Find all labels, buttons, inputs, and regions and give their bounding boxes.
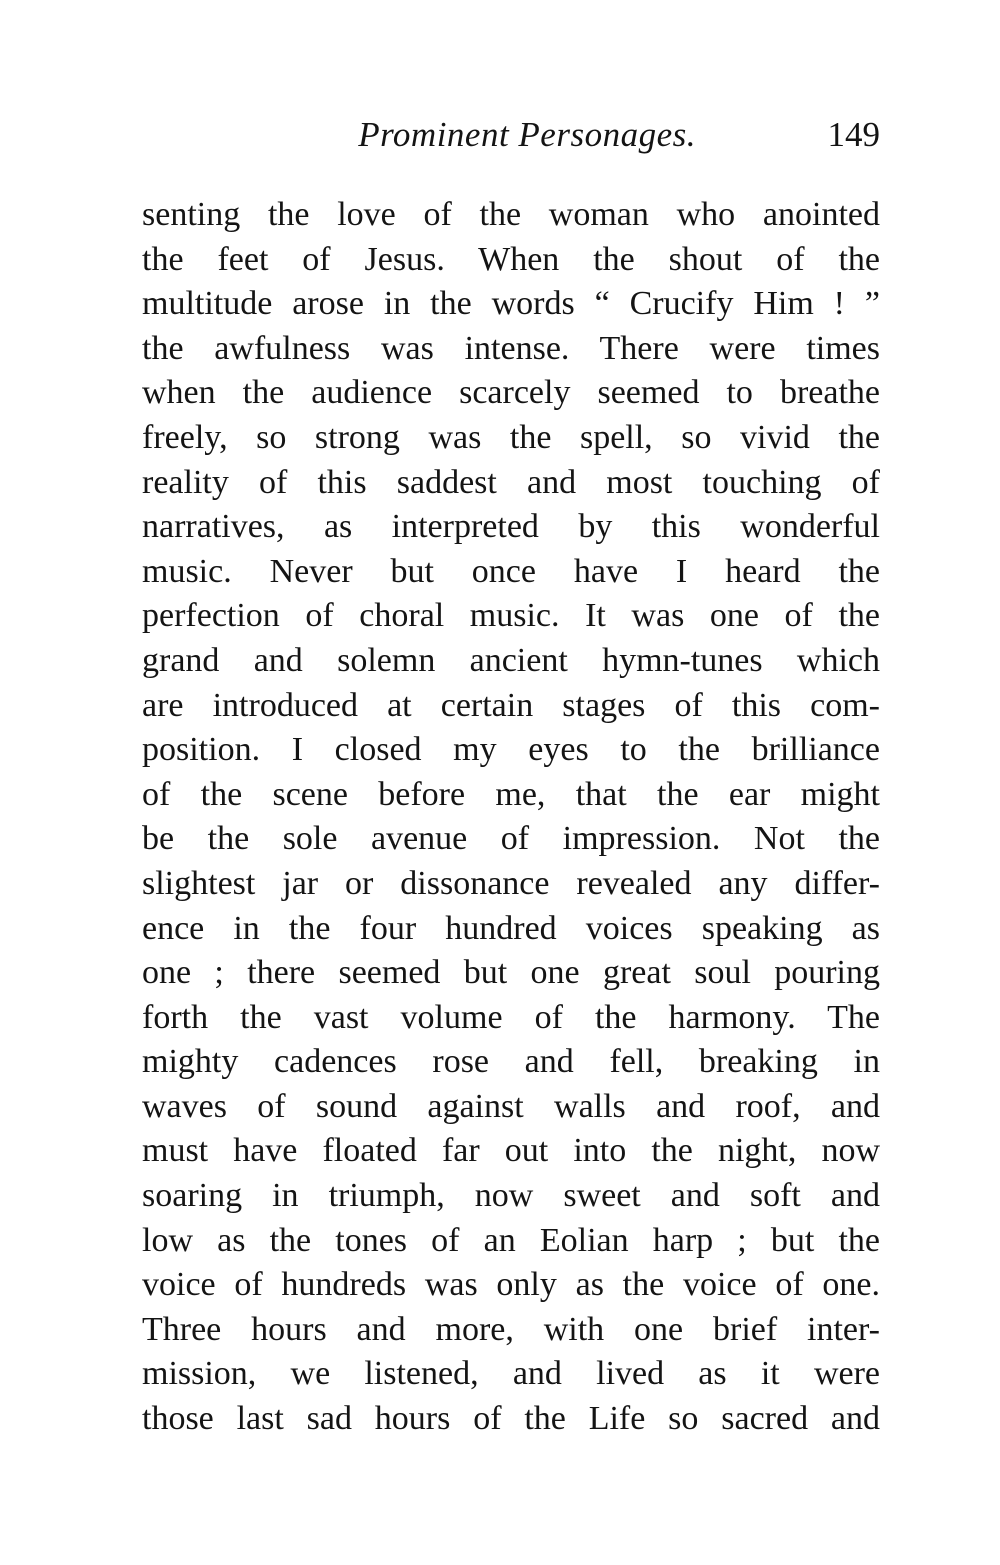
running-title: Prominent Personages. <box>358 115 696 154</box>
text-line: narratives, as interpreted by this wonderful <box>142 508 880 546</box>
text-line: multitude arose in the words “ Crucify Him ! ” <box>142 285 880 323</box>
text-line: slightest jar or dissonance revealed any differ- <box>142 864 880 902</box>
text-line: the feet of Jesus. When the shout of the <box>142 240 880 278</box>
text-line: those last sad hours of the Life so sacred and <box>142 1400 880 1438</box>
text-line: mission, we listened, and lived as it were <box>142 1355 880 1393</box>
text-line: one ; there seemed but one great soul pouring <box>142 954 880 992</box>
text-line: perfection of choral music. It was one of the <box>142 597 880 635</box>
body-text <box>142 193 880 1442</box>
text-line: voice of hundreds was only as the voice of one. <box>142 1266 880 1304</box>
text-line: when the audience scarcely seemed to breathe <box>142 374 880 412</box>
text-line: senting the love of the woman who anointed <box>142 196 880 233</box>
text-line: position. I closed my eyes to the brilliance <box>142 731 880 769</box>
text-line: music. Never but once have I heard the <box>142 552 880 590</box>
text-line: mighty cadences rose and fell, breaking in <box>142 1043 880 1081</box>
running-head <box>142 112 880 158</box>
text-line: be the sole avenue of impression. Not the <box>142 820 880 858</box>
text-line: ence in the four hundred voices speaking as <box>142 909 880 947</box>
text-line: waves of sound against walls and roof, and <box>142 1087 880 1125</box>
text-line: the awfulness was intense. There were times <box>142 329 880 367</box>
text-line: reality of this saddest and most touching of <box>142 463 880 501</box>
text-line: forth the vast volume of the harmony. The <box>142 998 880 1036</box>
text-line: low as the tones of an Eolian harp ; but the <box>142 1221 880 1259</box>
text-line: grand and solemn ancient hymn-tunes which <box>142 641 880 679</box>
text-line: of the scene before me, that the ear might <box>142 775 880 813</box>
text-line: freely, so strong was the spell, so vivid the <box>142 418 880 456</box>
text-line: soaring in triumph, now sweet and soft and <box>142 1177 880 1215</box>
page-number: 149 <box>827 115 880 154</box>
text-line: Three hours and more, with one brief inter- <box>142 1310 880 1348</box>
text-line: must have floated far out into the night, now <box>142 1132 880 1170</box>
text-line: are introduced at certain stages of this com- <box>142 686 880 724</box>
